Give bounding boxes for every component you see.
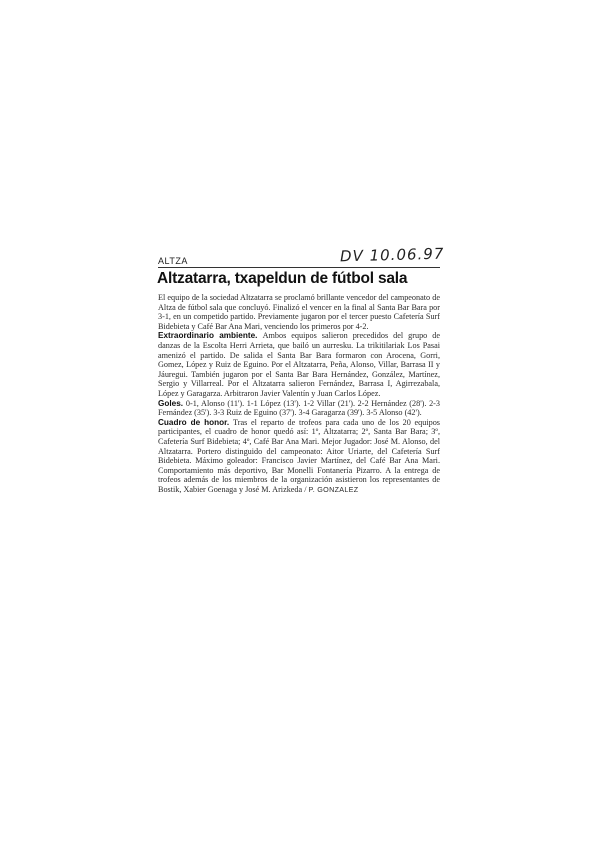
paragraph-lead: Goles.	[158, 398, 186, 408]
article-byline: P. GONZALEZ	[308, 484, 359, 494]
section-label: ALTZA	[158, 256, 188, 266]
paragraph-text: Tras el reparto de trofeos para cada uno de los 20 equipos participantes, el cuadro de honor quedó así: 1º, Altzatarra; 2º, Santa Bar Bara; 3º, Cafetería Surf Bidebieta; 4º, Café Bar Ana Mari. Mejor Jugador: José M. Alonso, del Altzatarra. Portero distinguido del campeonato: Aitor Uriarte, del Cafetería Surf Bidebieta. Máximo goleador: Francisco Javier Martínez, del Café Bar Ana Mari. Comportamiento más deportivo, Bar Monelli Fontanería Pizarro. A la entrega de trofeos además de los miembros de la organización asistieron los representantes de Bostik, Xabier Goenaga y José M. Arizkeda /	[158, 417, 440, 494]
article-paragraph	[158, 399, 440, 418]
paragraph-text: El equipo de la sociedad Altzatarra se proclamó brillante vencedor del campeonato de Altza de fútbol sala que concluyó. Finalizó el vencer en la final al Santa Bar Bara por 3-1, en un competido partido. Previamente jugaron por el tercer puesto Cafetería Surf Bidebieta y Café Bar Ana Mari, venciendo los primeros por 4-2.	[158, 293, 440, 331]
paragraph-lead: Cuadro de honor.	[158, 417, 234, 427]
article-headline: Altzatarra, txapeldun de fútbol sala	[157, 270, 408, 287]
paragraph-lead: Extraordinario ambiente.	[158, 331, 263, 341]
paragraph-text: 0-1, Alonso (11'). 1-1 López (13'). 1-2 Villar (21'). 2-2 Hernández (28'). 2-3 Fernández (35'). 3-3 Ruiz de Eguino (37'). 3-4 Garagarza (39'). 3-5 Alonso (42').	[158, 398, 440, 418]
article-paragraph	[158, 293, 440, 331]
paragraph-text: Ambos equipos salieron precedidos del grupo de danzas de la Escolta Herri Arrieta, que bailó un aurresku. La trikitilariak Los Pasai amenizó el partido. De salida el Santa Bar Bara formaron con Arocena, Gorri, Gomez, López y Ruiz de Eguino. Por el Altzatarra, Peña, Alonso, Villar, Barrasa II y Jáuregui. También jugaron por el Santa Bar Bara Hernández, González, Martínez, Sergio y Villarreal. Por el Altzatarra salieron Fernández, Barrasa I, Agirrezabala, López y Garagarza. Arbitraron Javier Valentín y Juan Carlos López.	[158, 331, 440, 398]
handwritten-date-annotation: DV 10.06.97	[339, 244, 445, 266]
section-divider	[158, 267, 440, 268]
article-body	[158, 293, 440, 494]
article-paragraph	[158, 418, 440, 495]
article-paragraph	[158, 331, 440, 398]
